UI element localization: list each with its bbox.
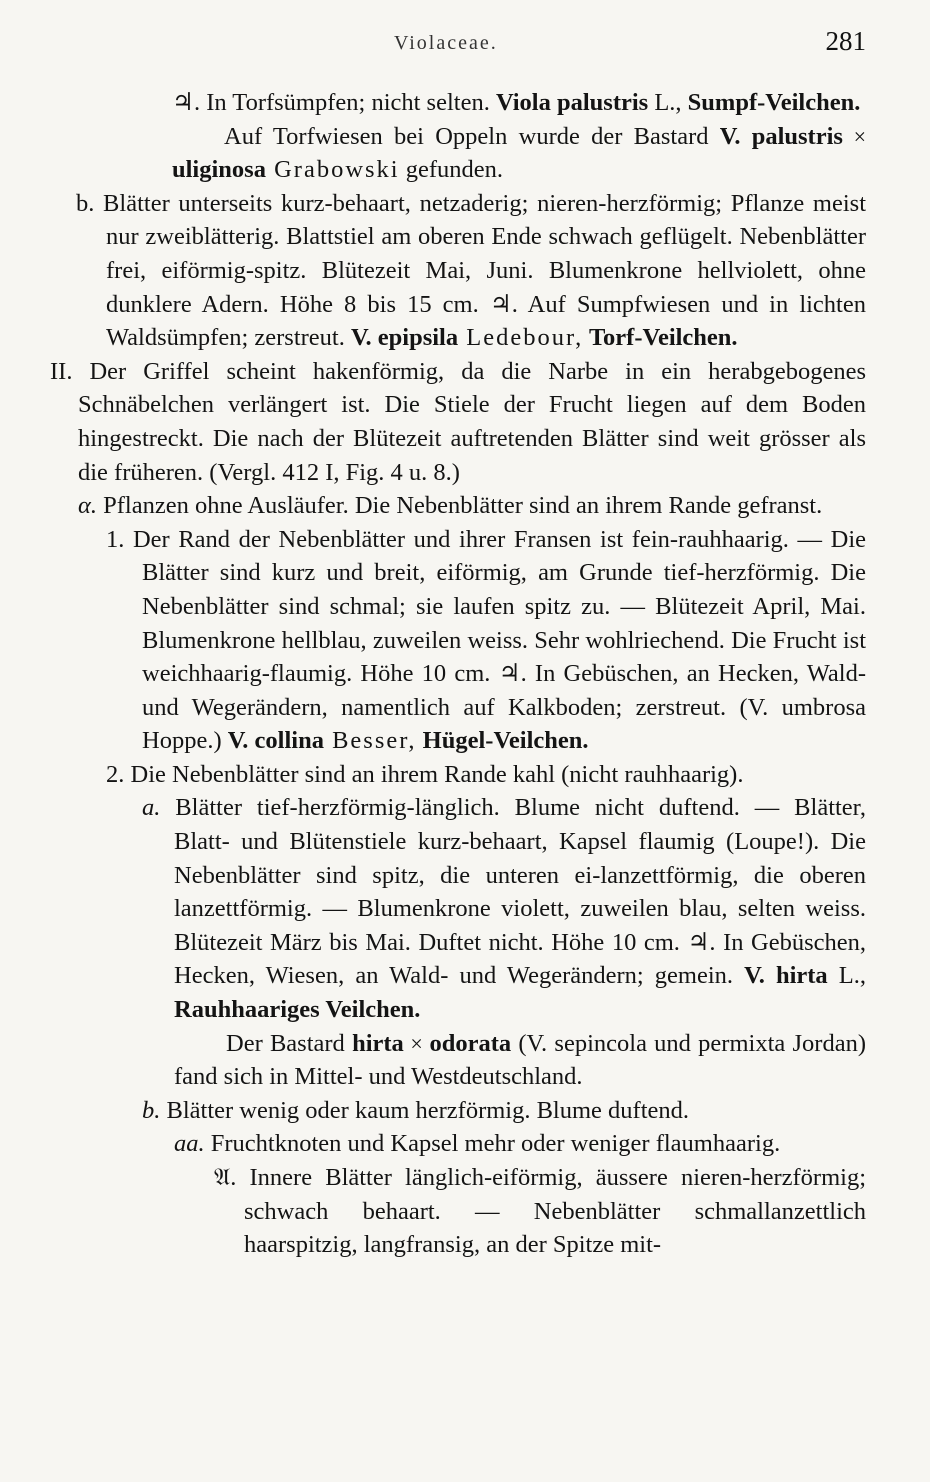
- author: L.,: [827, 962, 867, 990]
- paragraph-II: [50, 355, 866, 489]
- item-label: 𝔄.: [214, 1164, 237, 1191]
- text: Blätter wenig oder kaum herzförmig. Blume duftend.: [160, 1096, 690, 1124]
- item-label: b.: [142, 1096, 161, 1124]
- species-name: uliginosa: [172, 156, 266, 184]
- running-title: Violaceae.: [394, 32, 498, 54]
- paragraph-1-collina: [66, 523, 866, 758]
- text: Der Griffel scheint hakenförmig, da die Narbe in ein herabgebogenes Schnäbelchen verlängert ist. Die Stiele der Frucht liegen auf dem Boden hingestreckt. Die nach der Blütezeit auftretenden Blätter sind weit grösser als die früheren. (Vergl. 412 I, Fig. 4 u. 8.): [72, 357, 866, 486]
- common-name: Torf-Veilchen.: [583, 324, 738, 352]
- common-name: Sumpf-Veilchen.: [687, 89, 861, 116]
- text: Auf Torfwiesen bei Oppeln wurde der Bastard: [224, 122, 720, 150]
- paragraph-aa: [66, 1127, 866, 1161]
- item-label: b.: [76, 189, 95, 217]
- text: In Gebüschen, an Hecken, Wald- und Wegerändern, namentlich auf Kalkboden; zerstreut. (V. umbrosa Hoppe.): [142, 660, 867, 755]
- text: gefunden.: [399, 156, 504, 184]
- paragraph-hybrid-hirta: [66, 1027, 866, 1094]
- species-name: V. epipsila: [351, 324, 459, 352]
- text: (V. sepincola und permixta Jordan) fand sich in Mittel- und Westdeutschland.: [174, 1029, 866, 1091]
- paragraph-hybrid-palustris: [66, 120, 866, 187]
- text: Auf Sumpfwiesen und in lichten Waldsümpfen; zerstreut.: [106, 290, 866, 352]
- cross-symbol: ×: [403, 1030, 430, 1056]
- page-number: 281: [825, 26, 866, 56]
- perennial-symbol: ♃.: [687, 928, 716, 956]
- author: Grabowski: [265, 156, 400, 184]
- author: Besser,: [323, 727, 417, 755]
- perennial-symbol: ♃.: [172, 89, 201, 116]
- species-name: V. collina: [227, 727, 324, 755]
- paragraph-alpha: [66, 489, 866, 523]
- species-name: odorata: [429, 1029, 512, 1057]
- common-name: Rauhhaariges Veilchen.: [174, 996, 421, 1024]
- item-label: 2.: [106, 760, 125, 788]
- text: In Gebüschen, Hecken, Wiesen, an Wald- und Wegerändern; gemein.: [174, 928, 866, 990]
- perennial-symbol: ♃.: [498, 660, 527, 688]
- species-name: V. hirta: [744, 962, 828, 990]
- paragraph-2: [66, 758, 866, 792]
- page-header: [0, 24, 930, 64]
- text: Fruchtknoten und Kapsel mehr oder weniger flaumhaarig.: [204, 1130, 781, 1158]
- common-name: Hügel-Veilchen.: [416, 727, 589, 755]
- body-text: [50, 86, 867, 1262]
- text: Innere Blätter länglich-eiförmig, äussere nieren-herzförmig; schwach behaart. — Nebenblätter schmallanzettlich haarspitzig, langfransig, an der Spitze mit-: [236, 1164, 866, 1259]
- item-label: 1.: [106, 525, 125, 553]
- species-name: hirta: [352, 1029, 404, 1057]
- text: Blätter unterseits kurz-behaart, netzaderig; nieren-herzförmig; Pflanze meist nur zweiblätterig. Blattstiel am oberen Ende schwach geflügelt. Nebenblätter frei, eiförmig-spitz. Blütezeit Mai, Juni. Blumenkrone hellviolett, ohne dunklere Adern. Höhe 8 bis 15 cm.: [94, 189, 866, 318]
- paragraph-a-hirta: [66, 791, 866, 1026]
- paragraph-A: [66, 1161, 866, 1262]
- text: In Torfsümpfen; nicht selten.: [200, 89, 496, 116]
- item-label: a.: [142, 794, 161, 822]
- text: Der Bastard: [226, 1029, 353, 1057]
- paragraph-palustris: [66, 86, 866, 120]
- item-label: aa.: [174, 1130, 205, 1158]
- paragraph-b-epipsila: [66, 187, 866, 355]
- species-name: V. palustris: [719, 122, 843, 150]
- text: Blätter tief-herzförmig-länglich. Blume nicht duftend. — Blätter, Blatt- und Blütenstiele kurz-behaart, Kapsel flaumig (Loupe!). Die Nebenblätter sind spitz, die unteren ei-lanzettförmig, die oberen lanzettförmig. — Blumenkrone violett, zuweilen blau, selten weiss. Blütezeit März bis Mai. Duftet nicht. Höhe 10 cm.: [160, 794, 866, 956]
- perennial-symbol: ♃.: [489, 290, 518, 318]
- paragraph-b-fragrant: [66, 1094, 866, 1128]
- item-label: II.: [50, 357, 73, 385]
- species-name: Viola palustris: [495, 89, 649, 116]
- text: Der Rand der Nebenblätter und ihrer Fransen ist fein-rauhhaarig. — Die Blätter sind kurz und breit, eiförmig, am Grunde tief-herzförmig. Die Nebenblätter sind schmal; sie laufen spitz zu. — Blütezeit April, Mai. Blumenkrone hellblau, zuweilen weiss. Sehr wohlriechend. Die Frucht ist weichhaarig-flaumig. Höhe 10 cm.: [124, 525, 866, 688]
- text: Pflanzen ohne Ausläufer. Die Nebenblätter sind an ihrem Rande gefranst.: [97, 492, 823, 520]
- text: Die Nebenblätter sind an ihrem Rande kahl (nicht rauhhaarig).: [124, 760, 744, 788]
- author: Ledebour,: [458, 324, 584, 352]
- cross-symbol: ×: [842, 123, 866, 149]
- author: L.,: [648, 89, 688, 116]
- item-label: α.: [78, 492, 97, 520]
